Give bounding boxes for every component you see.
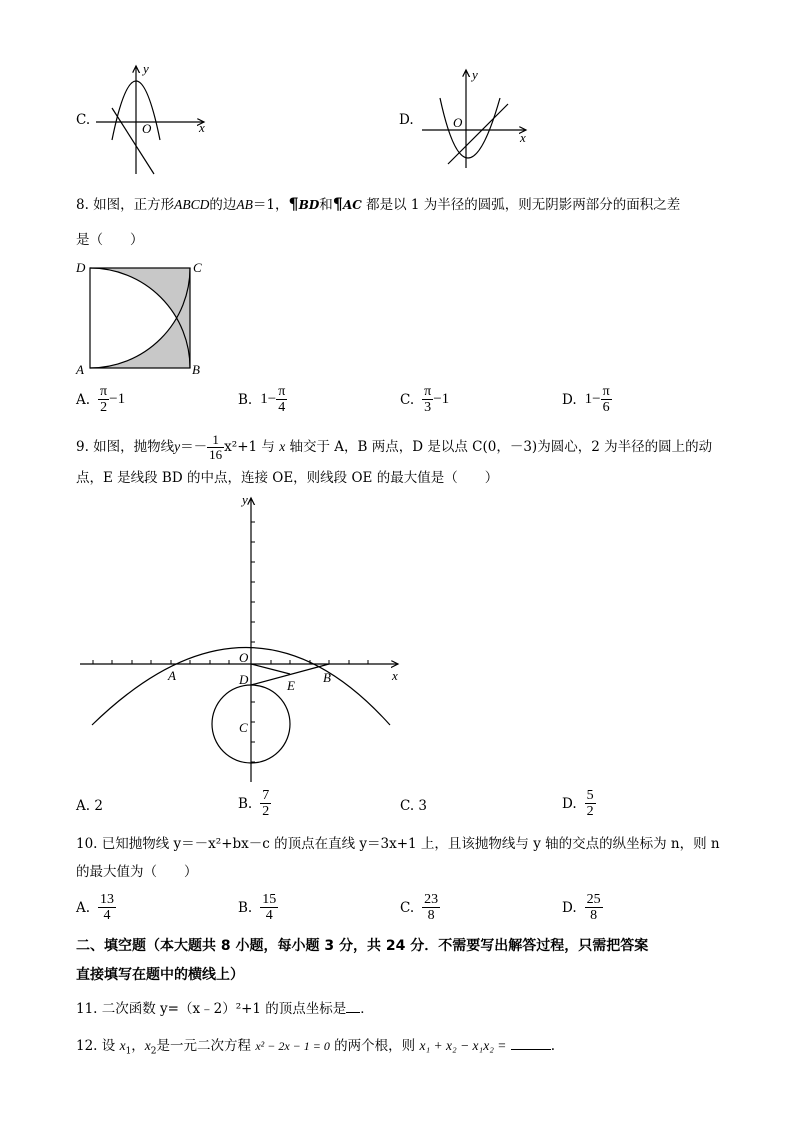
section2-heading-line2: 直接填写在题中的横线上） <box>76 967 244 983</box>
label-a: A <box>168 668 176 683</box>
q7-option-c-graph <box>92 60 212 178</box>
q11-line: 11. 二次函数 y=（x﹣2）²+1 的顶点坐标是 ． <box>76 1001 374 1017</box>
q10-option-b[interactable]: B. $\frac{15}{4}$ <box>238 892 277 923</box>
q9-line2: 点，E 是线段 BD 的中点，连接 OE，则线段 OE 的最大值是（ ） <box>76 470 499 486</box>
arc-ac-symbol: ¶AC <box>332 194 362 213</box>
q10-line1: 10. 已知抛物线 y＝－x²+bx－c 的顶点在直线 y＝3x+1 上，且该抛物线与 y 轴的交点的纵坐标为 n，则 n <box>76 836 720 852</box>
q10-line2: 的最大值为（ ） <box>76 864 198 880</box>
q12-line: 12. 设 $x_1$，$x_2$是一元二次方程 x² − 2x − 1 = 0 的两个根，则 x₁ + x₂ − x₁x₂ = . <box>76 1038 556 1057</box>
q10-option-c[interactable]: C. $\frac{23}{8}$ <box>400 892 439 923</box>
label-a: A <box>76 362 84 376</box>
q9-line1: 9. 如图，抛物线y＝－ $\frac{1}{16}$ x²+1 与 x 轴交于 A，B 两点，D 是以点 C(0，－3)为圆心，2 为半径的圆上的动 <box>76 432 713 462</box>
arc-bd-symbol: ¶BD <box>288 194 320 213</box>
x-label: x <box>199 120 205 135</box>
y-label: y <box>143 61 149 76</box>
q8-line2: 是（ ） <box>76 232 144 248</box>
label-b: B <box>323 670 331 685</box>
q8-square-figure <box>72 256 212 376</box>
q8-line1: 8. 如图，正方形ABCD的边AB＝1，¶BD和¶AC 都是以 1 为半径的圆弧，则无阴影两部分的面积之差 <box>76 194 681 213</box>
y-label: y <box>242 492 248 507</box>
y-label: y <box>472 68 478 82</box>
q7-option-d-label: D. <box>399 112 414 128</box>
section2-heading-line1: 二、填空题（本大题共 8 小题，每小题 3 分，共 24 分．不需要写出解答过程，只需把答案 <box>76 938 649 954</box>
label-c: C <box>193 260 202 275</box>
q10-option-a[interactable]: A. $\frac{13}{4}$ <box>76 892 115 923</box>
q7-option-c-label: C. <box>76 112 91 128</box>
q8-option-c[interactable]: C. $\frac{\pi}{3}$ −1 <box>400 384 450 415</box>
q8-option-b[interactable]: B. 1− $\frac{\pi}{4}$ <box>238 384 286 415</box>
line <box>112 108 154 174</box>
q10-option-d[interactable]: D. $\frac{25}{8}$ <box>562 892 601 923</box>
label-b: B <box>192 362 200 376</box>
q11-answer-blank[interactable] <box>346 1012 360 1013</box>
origin-label: O <box>142 121 152 136</box>
origin-label: O <box>453 115 463 130</box>
q8-option-d[interactable]: D. 1− $\frac{\pi}{6}$ <box>562 384 610 415</box>
label-e: E <box>287 678 295 693</box>
parabola <box>440 98 500 158</box>
label-d: D <box>76 260 86 275</box>
q9-option-b[interactable]: B. $\frac{7}{2}$ <box>238 788 270 819</box>
q8-option-a[interactable]: A. $\frac{\pi}{2}$ −1 <box>76 384 126 415</box>
line <box>448 104 508 164</box>
segment-oe <box>251 664 290 674</box>
x-label: x <box>520 130 526 145</box>
x-label: x <box>392 668 398 683</box>
label-c: C <box>239 720 248 735</box>
q9-option-a[interactable]: A. 2 <box>76 798 103 814</box>
q9-option-d[interactable]: D. $\frac{5}{2}$ <box>562 788 594 819</box>
q9-option-c[interactable]: C. 3 <box>400 798 428 814</box>
q9-parabola-figure <box>76 492 406 784</box>
origin-label: O <box>239 650 249 665</box>
label-d: D <box>239 672 249 687</box>
q12-answer-blank[interactable] <box>511 1049 551 1050</box>
q7-option-d-graph <box>420 68 532 170</box>
